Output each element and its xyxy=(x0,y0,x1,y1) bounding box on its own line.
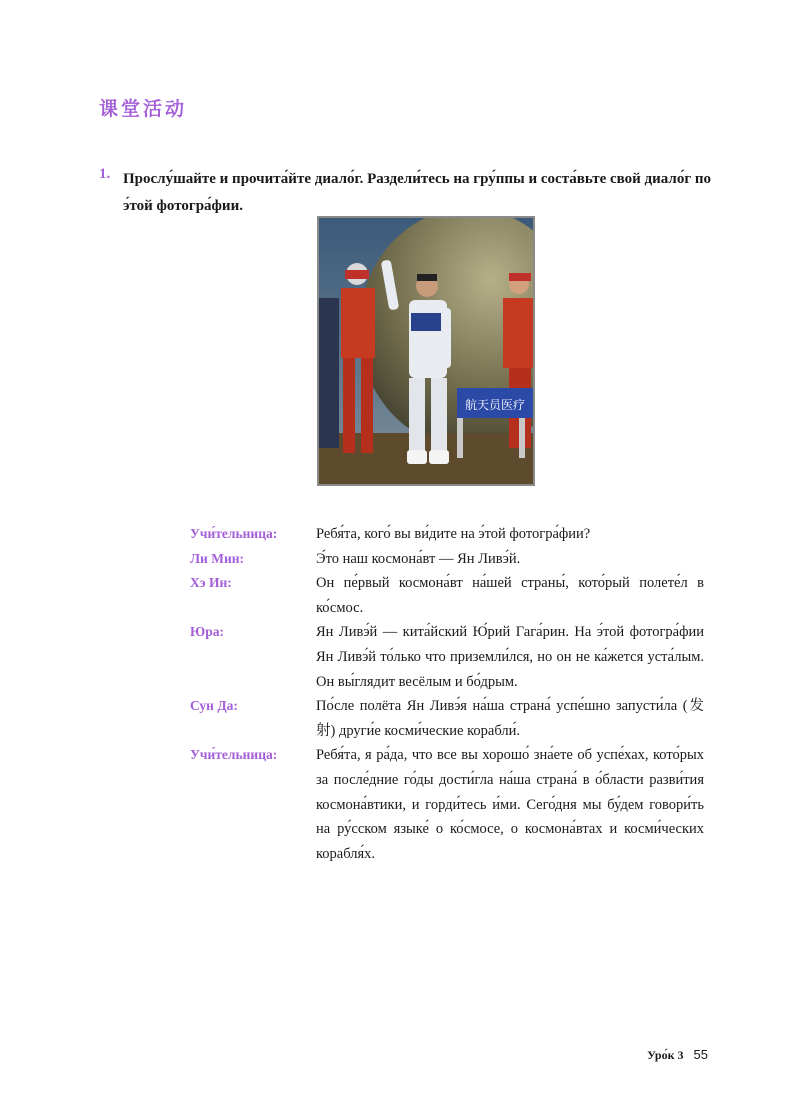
speaker-name: Ли Мин: xyxy=(190,550,245,566)
speaker-name: Хэ Ин: xyxy=(190,575,232,591)
dialog-line xyxy=(190,743,710,866)
dialog-line xyxy=(190,694,710,743)
photo-illustration xyxy=(319,218,533,484)
speech-text: Он пе́рвый космона́вт на́шей страны́, кото́рый полете́л в ко́смос. xyxy=(316,575,704,616)
dialog-line xyxy=(190,547,710,572)
speech-text: Ребя́та, я ра́да, что все вы хорошо́ зна́ете об успе́хах, кото́рых за после́дние го́ды дости́гла на́ша страна́ в о́бласти разви́тия космона́втики, и горди́тесь и́ми. Сего́дня мы бу́дем говори́ть на ру́сском языке́ о ко́смосе, о космона́втах и косми́ческих корабля́х. xyxy=(316,747,704,862)
task-number: 1. xyxy=(99,166,111,182)
section-title: 课堂活动 xyxy=(99,98,188,120)
speech-text: Э́то наш космона́вт — Ян Ливэ́й. xyxy=(316,550,521,567)
speech-text: По́сле полёта Ян Ливэ́я на́ша страна́ успе́шно запусти́ла (发射) други́е косми́ческие корабли́. xyxy=(316,698,704,739)
speech-text: Ребя́та, кого́ вы ви́дите на э́той фотогра́фии? xyxy=(316,526,591,542)
page-number: 55 xyxy=(693,1047,708,1062)
speaker-name: Учи́тельница: xyxy=(190,747,278,763)
dialog-line xyxy=(190,522,710,547)
page-footer xyxy=(647,1047,708,1063)
dialog-line xyxy=(190,571,710,620)
speaker-name: Юра: xyxy=(190,624,224,640)
speech-text: Ян Ливэ́й — кита́йский Ю́рий Гага́рин. На э́той фотогра́фии Ян Ливэ́й то́лько что приземли́лся, но он не ка́жется уста́лым. Он вы́глядит весёлым и бо́дрым. xyxy=(316,624,704,690)
cosmonaut-photo xyxy=(317,216,535,486)
dialog-line xyxy=(190,620,710,694)
task-text: Прослу́шайте и прочита́йте диало́г. Раздели́тесь на гру́ппы и соста́вьте свой диало́г по э́той фотогра́фии. xyxy=(123,171,712,214)
lesson-label: Уро́к 3 xyxy=(647,1048,684,1062)
dialog xyxy=(190,522,710,866)
speaker-name: Сун Да: xyxy=(190,698,238,714)
speaker-name: Учи́тельница: xyxy=(190,526,278,541)
task-instruction xyxy=(99,166,719,220)
chair-sign-text: 航天员医疗 xyxy=(464,398,526,412)
